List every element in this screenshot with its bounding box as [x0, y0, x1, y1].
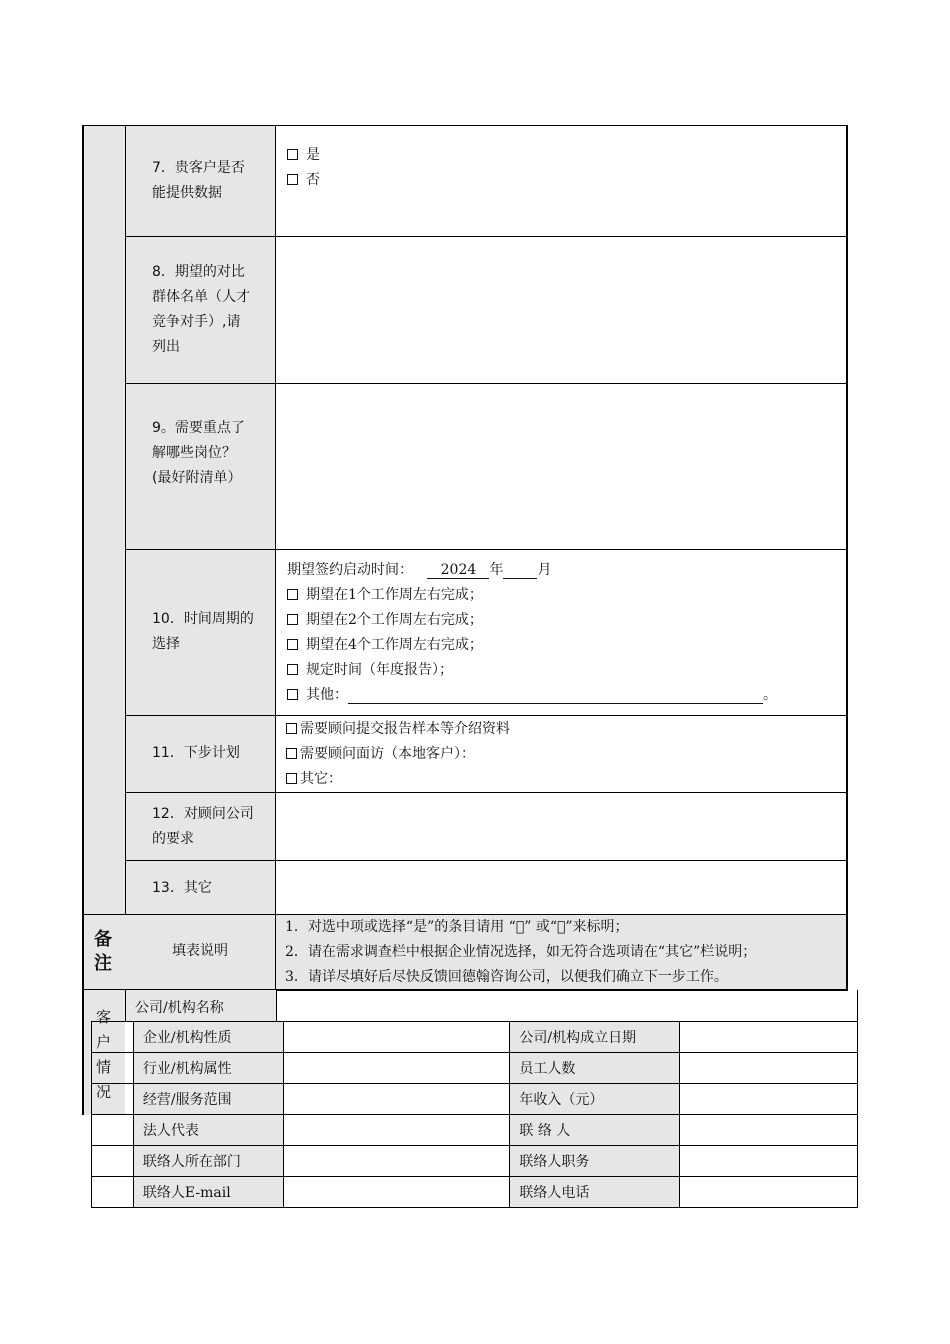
q10-options	[287, 558, 777, 708]
table-row	[92, 1177, 858, 1208]
table-row	[92, 1146, 858, 1177]
side-cell	[92, 1177, 134, 1208]
remark-line-1: 1．对选中项或选择“是”的条目请用 “ ” 或“☑”来标明；	[285, 919, 629, 935]
q7-label: 7．贵客户是否能提供数据	[152, 160, 245, 201]
field-label: 企业/机构性质	[133, 1022, 283, 1053]
client-side-label: 客户情况	[96, 1008, 112, 1101]
q13-answer-field[interactable]	[276, 861, 846, 914]
remark-line-3: 3．请详尽填好后尽快反馈回德翰咨询公司，以便我们确立下一步工作。	[285, 969, 728, 985]
field-value[interactable]	[680, 1115, 858, 1146]
checkbox-icon[interactable]	[286, 773, 297, 784]
checkbox-icon[interactable]	[286, 723, 297, 734]
field-value[interactable]	[283, 1022, 510, 1053]
field-label: 员工人数	[510, 1053, 680, 1084]
q8-answer-field[interactable]	[276, 237, 846, 383]
q11-option-materials[interactable]: 需要顾问提交报告样本等介绍资料	[286, 717, 510, 742]
field-label: 联络人职务	[510, 1146, 680, 1177]
checkbox-icon[interactable]	[287, 689, 298, 700]
q9-label: 9。需要重点了解哪些岗位？(最好附清单）	[152, 420, 245, 486]
year-field[interactable]: 2024	[427, 562, 489, 579]
other-field[interactable]	[348, 687, 763, 704]
field-label: 经营/服务范围	[133, 1084, 283, 1115]
field-label: 联络人电话	[510, 1177, 680, 1208]
q10-option-1[interactable]: 期望在1个工作周左右完成；	[287, 583, 777, 608]
table-row	[92, 1115, 858, 1146]
table-row	[92, 1022, 858, 1053]
field-label: 行业/机构属性	[133, 1053, 283, 1084]
side-cell	[92, 1115, 134, 1146]
field-label: 联络人所在部门	[133, 1146, 283, 1177]
q10-option-other[interactable]: 其他： 。	[287, 683, 777, 708]
field-value[interactable]	[283, 1115, 510, 1146]
q11-option-interview[interactable]: 需要顾问面访（本地客户）：	[286, 742, 510, 767]
field-value[interactable]	[680, 1177, 858, 1208]
q10-option-fixed[interactable]: 规定时间（年度报告）；	[287, 658, 777, 683]
checkbox-icon[interactable]	[287, 149, 298, 160]
q12-answer-field[interactable]	[276, 793, 846, 860]
q11-option-other[interactable]: 其它：	[286, 767, 510, 792]
field-value[interactable]	[283, 1177, 510, 1208]
field-label: 公司/机构成立日期	[510, 1022, 680, 1053]
table-row	[92, 1084, 858, 1115]
field-value[interactable]	[680, 1053, 858, 1084]
q8-label: 8．期望的对比群体名单（人才竞争对手）,请列出	[152, 264, 250, 355]
q10-start-time: 期望签约启动时间： 2024 年 月	[287, 562, 552, 578]
q10-label: 10．时间周期的选择	[152, 611, 254, 652]
q13-label: 13．其它	[152, 880, 212, 896]
field-label: 法人代表	[133, 1115, 283, 1146]
checkbox-icon[interactable]	[286, 748, 297, 759]
q11-label: 11．下步计划	[152, 745, 240, 761]
checkbox-icon[interactable]	[287, 589, 298, 600]
field-value[interactable]	[283, 1084, 510, 1115]
field-value[interactable]	[283, 1146, 510, 1177]
q11-options	[286, 717, 510, 792]
q10-option-2[interactable]: 期望在2个工作周左右完成；	[287, 608, 777, 633]
q7-option-yes[interactable]: 是	[287, 143, 320, 168]
side-cell	[92, 1146, 134, 1177]
q7-options	[287, 143, 320, 193]
field-value[interactable]	[680, 1022, 858, 1053]
company-name-field[interactable]	[277, 991, 857, 1021]
checkbox-icon[interactable]	[287, 639, 298, 650]
client-info-table	[91, 1021, 858, 1208]
q12-label: 12．对顾问公司的要求	[152, 806, 254, 847]
q7-option-no[interactable]: 否	[287, 168, 320, 193]
remarks-label: 填表说明	[172, 943, 228, 959]
field-value[interactable]	[680, 1084, 858, 1115]
field-value[interactable]	[283, 1053, 510, 1084]
field-label: 联络人E-mail	[133, 1177, 283, 1208]
company-name-label: 公司/机构名称	[135, 1000, 224, 1016]
remark-line-2: 2．请在需求调查栏中根据企业情况选择，如无符合选项请在“其它”栏说明；	[285, 944, 757, 960]
field-label: 联 络 人	[510, 1115, 680, 1146]
left-sidebar-column	[84, 126, 125, 990]
month-field[interactable]	[503, 562, 537, 579]
q10-option-4[interactable]: 期望在4个工作周左右完成；	[287, 633, 777, 658]
field-value[interactable]	[680, 1146, 858, 1177]
table-row	[92, 1053, 858, 1084]
checkbox-icon[interactable]	[287, 174, 298, 185]
checkbox-icon[interactable]	[287, 664, 298, 675]
q9-answer-field[interactable]	[276, 384, 846, 549]
remarks-side-label: 备注	[94, 929, 112, 974]
field-label: 年收入（元）	[510, 1084, 680, 1115]
checkbox-icon[interactable]	[287, 614, 298, 625]
remarks-lines	[285, 915, 756, 990]
